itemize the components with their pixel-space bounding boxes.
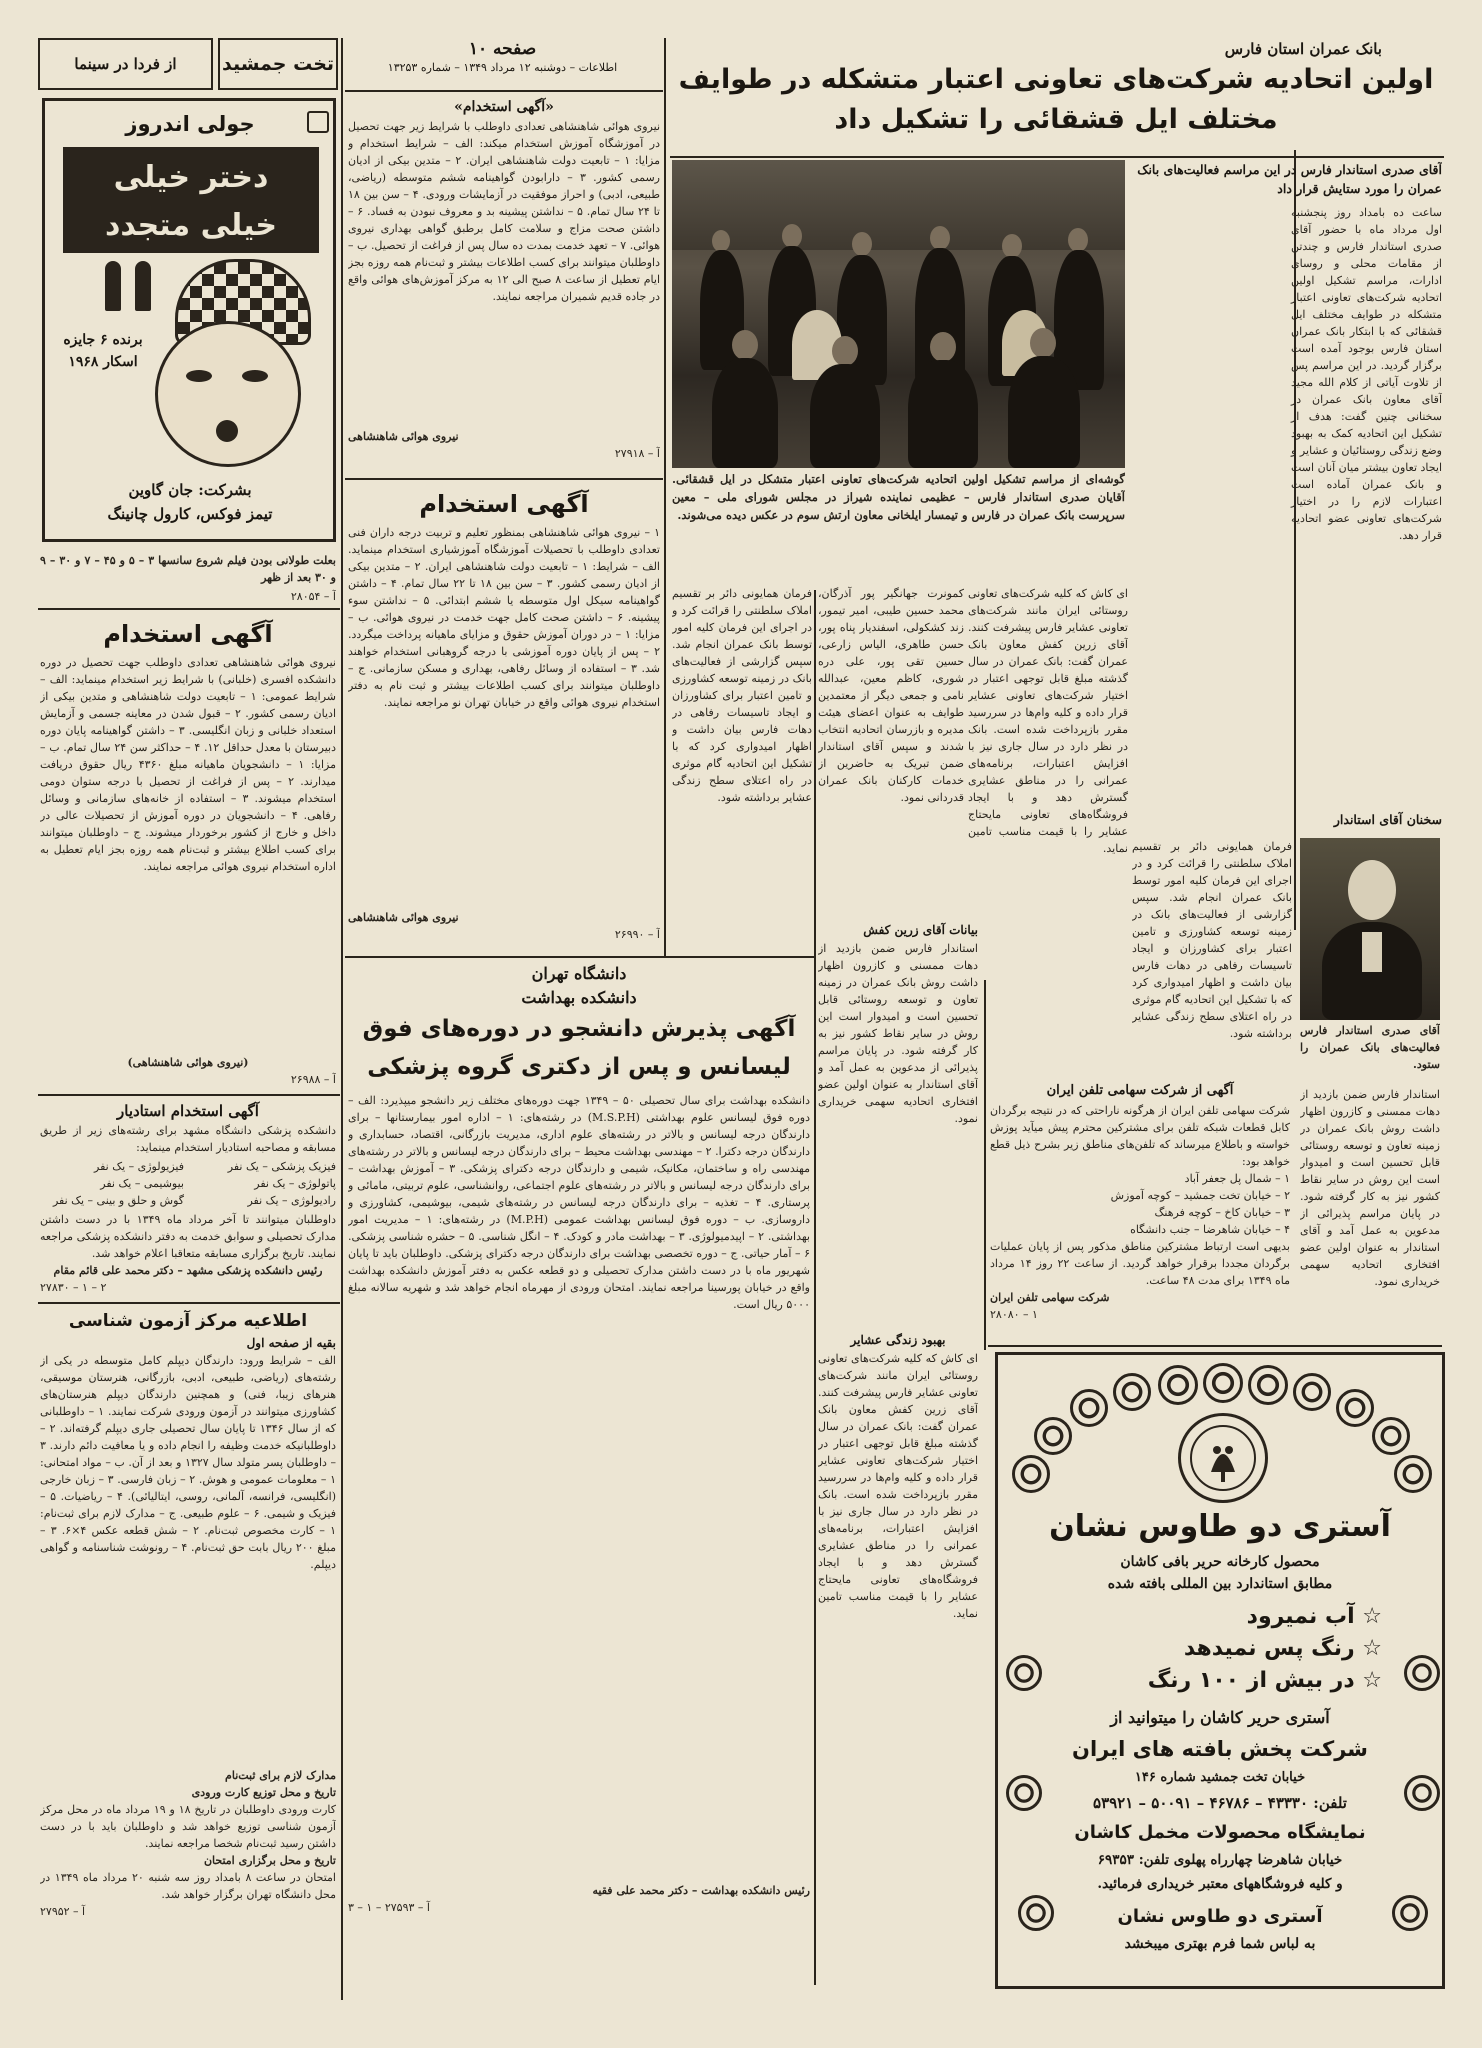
ad-rule: [38, 608, 340, 610]
main-story-header: [670, 38, 1442, 156]
oscar-award: برنده ۶ جایزه اسکار ۱۹۶۸: [63, 332, 143, 370]
exam-title: اطلاعیه مرکز آزمون شناسی: [68, 1311, 308, 1331]
ad-rule: [38, 1094, 340, 1096]
cinema-star: جولی اندروز: [125, 112, 255, 136]
column-rule: [814, 590, 816, 1985]
uni-body: دانشکده بهداشت برای سال تحصیلی ۵۰ – ۱۳۴۹ جهت دوره‌های مختلف زیر دانشجو میپذیرد: الف – دوره فوق لیسانس علوم بهداشتی (M.S.P.H) در رشته‌های: ۱ – اداره امور بیمارستانها – برای دارندگان درجه لیسانس و بالاتر در رشته‌های علوم اداری، مدیریت بازرگانی، اقتصاد، حسابداری و دارندگان درجه دکترا. ۲ – مهندسی بهداشت محیط – برای دارندگان درجه لیسانس و بالاتر در رشته‌های مهندسی راه و ساختمان، مکانیک، شیمی و دارندگان درجه دکترای پزشکی. ۳ – آموزش بهداشت – برای دارندگان درجه لیسانس و بالاتر در رشته‌های علوم اجتماعی، روانشناسی، علوم تربیتی، مامائی و پرستاری. ۴ – تغذیه – برای دارندگان درجه لیسانس در رشته‌های شیمی، بیوشیمی، کشاورزی و داروسازی. ب – دوره فوق لیسانس بهداشت عمومی (M.P.H) در رشته‌های: ۱ – مدیریت امور بهداشتی. ۲ – اپیدمیولوژی. ۳ – بهداشت مادر و کودک. ۴ – انگل شناسی. ۵ – حشره شناسی پزشکی. ۶ – آمار حیاتی. ج – دوره تخصصی بهداشت برای دارندگان درجه دکترای پزشکی. داوطلبان باید تا پایان شهریور ماه با در دست داشتن مدارک تحصیلی و دو قطعه عکس به دفتر آموزش دانشکده بهداشت واقع در خیابان پورسینا مراجعه نمایند. امتحان ورودی از مهرماه انجام خواهد شد و شهریه سالانه مبلغ ۵۰۰۰ ریال است.: [348, 1094, 810, 1311]
specialty: گوش و حلق و بینی – یک نفر: [52, 1194, 184, 1207]
story-rule: [670, 156, 1444, 158]
ad-code: آ – ۲۷۹۵۲: [40, 1905, 86, 1918]
carpet-line: آستری حریر کاشان را میتوانید از: [1110, 1708, 1330, 1727]
exam-body: الف – شرایط ورود: دارندگان دیپلم کامل متوسطه در یکی از رشته‌های (ریاضی، طبیعی، ادبی، بازرگانی، هنرستان موسیقی، هنرهای زیبا، فنی) و همچنین دارندگان دیپلم هنرستان‌های کشاورزی میتوانند در آزمون ورودی شرکت نمایند. ۱ – داوطلبانی که از سال ۱۳۴۶ تا پایان سال تحصیلی جاری دیپلم گرفته‌اند. ۲ – داوطلبانیکه خدمت وظیفه را انجام داده و یا معافیت دائم دارند. ۳ – داوطلبان پسر متولد سال ۱۳۲۷ و بعد از آن. ب – مواد امتحانی: ۱ – معلومات عمومی و هوش. ۲ – زبان فارسی. ۳ – زبان خارجی (انگلیسی، فرانسه، آلمانی، روسی، ایتالیائی). ۴ – ریاضیات. ۵ – فیزیک و شیمی. ۶ – علوم طبیعی. ج – مدارک لازم برای ثبت‌نام: ۱ – کارت مخصوص ثبت‌نام. ۲ – شش قطعه عکس ۴×۶. ۳ – مبلغ ۲۰۰ ریال بابت حق ثبت‌نام. ۴ – رونوشت شناسنامه و گواهی دیپلم.: [40, 1354, 336, 1571]
actress-face: [155, 321, 301, 467]
exam-notice: [40, 1308, 336, 1988]
exam-section: تاریخ و محل توزیع کارت ورودی: [191, 1786, 336, 1799]
page-number: صفحه ۱۰: [468, 39, 537, 59]
cast-line: بشرکت: جان گاوین: [128, 481, 252, 499]
ad-code: آ – ۲۷۵۹۳ – ۱ – ۳: [348, 1901, 430, 1914]
university-ad: [348, 962, 810, 1987]
uni-headline: لیسانس و پس از دکتری گروه پزشکی: [367, 1054, 791, 1080]
column-rule: [664, 38, 666, 958]
ad-rule: [345, 478, 663, 480]
story-text: استاندار فارس ضمن بازدید از دهات ممسنی و کازرون اظهار داشت روش بانک عمران در زمینه تعاون و توسعه روستائی قابل تحسین است و امیدوار است این روش در سایر نقاط کشور نیز به کار گرفته شود. در پایان مراسم پذیرائی از مدعوین به عمل آمد و آقای استاندار به عنوان اولین عضو افتخاری اتحادیه سهمی خریداری نمود.: [1300, 1088, 1440, 1288]
job-body: نیروی هوائی شاهنشاهی تعدادی داوطلب با شرایط زیر جهت تحصیل در آموزشگاه آموزش استخدام میکند: الف – شرایط استخدام و مزایا: ۱ – تابعیت دولت شاهنشاهی ایران. ۲ – متدین بیکی از ادیان رسمی کشور. ۳ – دارابودن گواهینامه ششم متوسطه (ریاضی، طبیعی، ادبی) و احراز موفقیت در آزمایشات ورودی. ۴ – سن بین ۱۸ تا ۲۴ سال تمام. ۵ – نداشتن پیشینه بد و معروف نبودن به فساد. ۶ – داشتن صحت مزاج و سلامت کامل برطبق گواهی بهداری نیروی هوائی. ۷ – تعهد خدمت بمدت ده سال پس از فراغت از تحصیل. ب – داوطلبان میتوانند برای کسب اطلاعات بیشتر و ثبت‌نام همه روزه بجز ایام تعطیل از ساعت ۸ صبح الی ۱۲ به مرکز آموزش‌های هوائی واقع در جاده قدیم شمیران مراجعه نمایند.: [348, 120, 660, 303]
carpet-line: آستری دو طاوس نشان: [1117, 1906, 1323, 1927]
section-heading: سخنان آقای استاندار: [1333, 812, 1442, 827]
cinema-title-box: [218, 38, 338, 90]
job-sign: نیروی هوائی شاهنشاهی: [348, 430, 459, 443]
story-text: فرمان همایونی دائر بر تقسیم املاک سلطنتی را قرائت کرد و در اجرای این فرمان کلیه امور توسط بانک عمران انجام شد. سپس گزارشی از فعالیت‌های بانک در زمینه توسعه کشاورزی و تامین اعتبار برای کشاورزان و ایجاد تاسیسات رفاهی در دهات فارس بیان داشت و اظهار امیدواری کرد که با تشکیل این اتحادیه گام موثری در راه اعتلای سطح زندگی عشایر برداشته شود.: [672, 587, 812, 804]
film-title: دختر خیلی خیلی متجدد: [104, 160, 278, 243]
cinema-name: تخت جمشید: [221, 53, 335, 75]
column-rule: [341, 38, 343, 2000]
job-ad-airforce-3: [40, 614, 336, 1092]
carpet-line: نمایشگاه محصولات مخمل کاشان: [1074, 1822, 1366, 1843]
ad-code: ۱ – ۲۸۰۸۰: [990, 1308, 1038, 1321]
ad-rule: [345, 956, 815, 958]
ad-code: آ – ۲۷۹۱۸: [614, 447, 660, 460]
section-heading: بیانات آقای زرین کفش: [863, 923, 978, 937]
carpet-ad: [995, 1352, 1445, 1989]
ad-code: آ – ۲۶۹۸۸: [290, 1073, 336, 1086]
uni-name: دانشگاه تهران: [531, 964, 627, 983]
carpet-line: شرکت پخش بافته های ایران: [1072, 1737, 1368, 1761]
job-title: آگهی استخدام استادیار: [117, 1102, 259, 1120]
ad-code: آ – ۲۸۰۵۴: [290, 590, 336, 603]
phone-sign: شرکت سهامی تلفن ایران: [990, 1291, 1110, 1304]
carpet-feature: ☆ در بیش از ۱۰۰ رنگ: [1147, 1668, 1382, 1693]
headline-2: مختلف ایل قشقائی را تشکیل داد: [834, 104, 1278, 135]
job-sign: نیروی هوائی شاهنشاهی: [348, 911, 459, 924]
phone-item: ۱ – شمال پل جعفر آباد: [1184, 1172, 1290, 1185]
governor-portrait: [1300, 838, 1440, 1020]
cinema-poster: [42, 98, 336, 542]
zarinkafsh-speech: [818, 920, 978, 1320]
carpet-line: به لباس شما فرم بهتری میبخشد: [1124, 1936, 1316, 1952]
ad-code: ۲ – ۱ – ۲۷۸۳۰: [40, 1281, 107, 1294]
subhead: آقای صدری استاندار فارس در این مراسم فعالیت‌های بانک عمران را مورد ستایش قرار داد: [1137, 162, 1442, 196]
exam-section: تاریخ و محل برگزاری امتحان: [203, 1854, 336, 1867]
specialty-list: [40, 1158, 336, 1209]
cinema-ad: [38, 38, 338, 548]
exam-body: امتحان در ساعت ۸ بامداد روز سه شنبه ۲۰ مرداد ماه ۱۳۴۹ در محل دانشگاه تهران برگزار خواهد شد.: [40, 1871, 336, 1901]
phone-item: ۲ – خیابان تخت جمشید – کوچه آموزش: [1110, 1189, 1290, 1202]
notice-rule: [988, 1345, 1442, 1347]
exam-body: کارت ورودی داوطلبان در تاریخ ۱۸ و ۱۹ مرداد ماه در محل مرکز آزمون شناسی توزیع خواهد شد و داوطلبان باید با در دست داشتن رسید ثبت‌نام شخصا مراجعه نمایند.: [40, 1803, 336, 1850]
carpet-line: خیابان شاهرضا چهارراه پهلوی تلفن: ۶۹۳۵۳: [1097, 1852, 1343, 1868]
story-text: فرمان همایونی دائر بر تقسیم املاک سلطنتی را قرائت کرد و در اجرای این فرمان کلیه امور توسط بانک عمران انجام شد. سپس گزارشی از فعالیت‌های بانک در زمینه توسعه کشاورزی و تامین اعتبار برای کشاورزان و ایجاد تاسیسات رفاهی در دهات فارس بیان داشت و اظهار امیدواری کرد که با تشکیل این اتحادیه گام موثری در راه اعتلای سطح زندگی عشایر برداشته شود.: [1132, 840, 1292, 1040]
job-ad-professor: [40, 1100, 336, 1298]
carpet-feature: ☆ رنگ پس نمیدهد: [1183, 1636, 1382, 1661]
job-ad-airforce-1: [348, 96, 660, 476]
column-rule: [984, 980, 986, 1350]
phone-title: آگهی از شرکت سهامی تلفن ایران: [1046, 1083, 1234, 1098]
cast-line: تیمز فوکس، کارول چانینگ: [107, 505, 273, 523]
specialty: بیوشیمی – یک نفر: [100, 1177, 184, 1190]
job-body: ۱ – نیروی هوائی شاهنشاهی بمنظور تعلیم و تربیت درجه داران فنی تعدادی داوطلب با تحصیلات آموزشگاه آموزشیاری استخدام مینماید. الف – شرایط: ۱ – تابعیت دولت شاهنشاهی ایران. ۲ – متدین بیکی از ادیان رسمی کشور. ۳ – سن بین ۱۸ تا ۲۲ سال تمام. ۴ – داشتن گواهینامه سیکل اول متوسطه یا ششم ابتدائی. ۵ – نداشتن سوء پیشینه. ۶ – داشتن صحت کامل جهت خدمت در نیروی هوائی. ب – مزایا: ۱ – در دوران آموزش حقوق و مزایای ماهیانه پرداخت میگردد. ۲ – پس از پایان دوره آموزشی با درجه گروهبانی استخدام خواهند شد. ۳ – استفاده از وسائل رفاهی، بهداری و مسکن سازمانی. ج – داوطلبان میتوانند برای کسب اطلاعات بیشتر و ثبت نام به دفتر استخدام نیروی هوائی واقع در خیابان تهران نو مراجعه نمایند.: [348, 526, 660, 709]
story-text: ای کاش که کلیه شرکت‌های تعاونی روستائی ایران مانند شرکت‌های تعاونی عشایر فارس پیشرفت کنند. آقای زرین کفش معاون بانک عمران گفت: بانک عمران در سال گذشته مبلغ قابل توجهی اعتبار در اختیار شرکت‌های تعاونی عشایر قرار داده و کلیه وام‌ها در سررسید مقرر بازپرداخت شده است. بانک در نظر دارد در سال جاری نیز با افزایش اعتبارات، برنامه‌های عمرانی را در مناطق عشایری گسترش دهد و با ایجاد فروشگاه‌های تعاونی مایحتاج عشایر را با قیمت مناسب تامین نماید.: [818, 1352, 978, 1620]
job-body-2: داوطلبان میتوانند تا آخر مرداد ماه ۱۳۴۹ با در دست داشتن مدارک تحصیلی و سوابق خدمت به دفتر دانشکده پزشکی مراجعه نمایند. تاریخ برگزاری مسابقه متعاقبا اعلام خواهد شد.: [40, 1213, 336, 1260]
specialty: پاتولوژی – یک نفر: [254, 1177, 336, 1190]
tribe-section: [818, 1330, 978, 1985]
phone-item: ۴ – خیابان شاهرضا – جنب دانشگاه: [1130, 1223, 1290, 1236]
phone-item: ۳ – خیابان کاخ – کوچه فرهنگ: [1154, 1206, 1290, 1219]
story-text: ای کاش که کلیه شرکت‌های تعاونی روستائی ایران مانند شرکت‌های تعاونی عشایر فارس پیشرفت کنند. آقای زرین کفش معاون بانک عمران گفت: بانک عمران در سال گذشته مبلغ قابل توجهی اعتبار در اختیار شرکت‌های تعاونی عشایر قرار داده و کلیه وام‌ها در سررسید مقرر بازپرداخت شده است. بانک در نظر دارد در سال جاری نیز با افزایش اعتبارات، برنامه‌های عمرانی را در مناطق عشایری گسترش دهد و با ایجاد فروشگاه‌های تعاونی مایحتاج عشایر را با قیمت مناسب تامین نماید.: [968, 587, 1128, 855]
phone-body-2: بدیهی است ارتباط مشترکین مناطق مذکور پس از پایان عملیات برگردان مجددا برقرار خواهد گردید. از ساعت ۲۲ روز ۱۴ مرداد ماه ۱۳۴۹ برای مدت ۴۸ ساعت.: [990, 1240, 1290, 1287]
job-sign: رئیس دانشکده پزشکی مشهد – دکتر محمد علی قائم مقام: [53, 1264, 323, 1277]
job-body: نیروی هوائی شاهنشاهی تعدادی داوطلب جهت تحصیل در دوره دانشکده افسری (خلبانی) با شرایط زیر استخدام مینماید: الف – شرایط عمومی: ۱ – تابعیت دولت شاهنشاهی و متدین بیکی از ادیان رسمی کشور. ۲ – قبول شدن در معاینه جسمی و آزمایش استعداد خلبانی و زبان انگلیسی. ۳ – داشتن گواهینامه پایان دوره دبیرستان با معدل حداقل ۱۲. ۴ – حداکثر سن ۲۴ سال تمام. ب – مزایا: ۱ – دانشجویان ماهیانه مبلغ ۴۳۶۰ ریال حقوق دریافت میدارند. ۲ – پس از فراغت از تحصیل با درجه ستوان دومی استخدام میشوند. ۳ – استفاده از خانه‌های سازمانی و وسائل رفاهی. ۴ – دانشجویان در دوره آموزش از تحصیلات عالی در داخل و خارج از کشور برخوردار میشوند. ج – داوطلبان میتوانند برای کسب اطلاع بیشتر و ثبت‌نام همه روزه بجز ایام تعطیل به اداره استخدام نیروی هوائی مراجعه نمایند.: [40, 656, 336, 873]
story-text: کمونرت جهانگیر پور آذرگان، محمد حسین طیبی، امیر تیمور، زند کشکولی، اسفندیار پناه پور، حسن طاهری، الیاس زارعی، حسین تقی پور، علی دره شوری، کاظم معین، عبدالله نامی و جمعی دیگر از معتمدین طوایف به عنوان اعضای هیئت مدیره و بازرسان اتحادیه انتخاب شدند و سپس آقای استاندار ضمن تبریک به حاضرین از خدمات کارکنان بانک عمران قدردانی نمود.: [818, 587, 964, 804]
ad-rule: [38, 1302, 340, 1304]
carpet-sub: مطابق استاندارد بین المللی بافته شده: [1107, 1576, 1333, 1592]
cinema-times: بعلت طولانی بودن فیلم شروع سانسها ۳ – ۵ و ۴۵ – ۷ و ۳۰ – ۹ و ۳۰ بعد از ظهر: [40, 554, 336, 584]
cinema-sub: از فردا در سینما: [74, 55, 177, 73]
story-text: استاندار فارس ضمن بازدید از دهات ممسنی و کازرون اظهار داشت روش بانک عمران در زمینه تعاون و توسعه روستائی قابل تحسین است و امیدوار است این روش در سایر نقاط کشور نیز به کار گرفته شود. در پایان مراسم پذیرائی از مدعوین به عمل آمد و آقای استاندار به عنوان اولین عضو افتخاری اتحادیه سهمی خریداری نمود.: [818, 942, 978, 1125]
job-sign: (نیروی هوائی شاهنشاهی): [127, 1056, 249, 1069]
exam-section: مدارک لازم برای ثبت‌نام: [225, 1769, 336, 1782]
ceremony-photo: [672, 160, 1125, 468]
peacock-logo: [1178, 1413, 1268, 1503]
uni-sign: رئیس دانشکده بهداشت – دکتر محمد علی فقیه: [592, 1884, 810, 1897]
job-title: «آگهی استخدام»: [454, 99, 554, 115]
dateline: اطلاعات – دوشنبه ۱۲ مرداد ۱۳۴۹ – شماره ۱۳۲۵۳: [387, 61, 618, 74]
carpet-line: خیابان تخت جمشید شماره ۱۴۶: [1134, 1770, 1306, 1785]
phone-notice: [990, 1080, 1290, 1342]
uni-school: دانشکده بهداشت: [521, 988, 637, 1007]
carpet-feature: ☆ آب نمیرود: [1246, 1604, 1382, 1629]
portrait-caption: آقای صدری استاندار فارس فعالیت‌های بانک عمران را ستود.: [1300, 1024, 1440, 1071]
cinema-sub-box: [38, 38, 213, 90]
governor-speech: [1130, 810, 1442, 832]
job-ad-airforce-2: [348, 484, 660, 954]
specialty: رادیولوژی – یک نفر: [247, 1194, 336, 1207]
film-title-box: [63, 147, 319, 253]
job-title: آگهی استخدام: [103, 620, 273, 648]
page-header: [345, 38, 660, 88]
carpet-line: و کلیه فروشگاههای معتبر خریداری فرمائید.: [1097, 1876, 1343, 1892]
job-body: دانشکده پزشکی دانشگاه مشهد برای رشته‌های زیر از طریق مسابقه و مصاحبه استادیار استخدام مینماید:: [40, 1124, 336, 1154]
specialty: فیزیک پزشکی – یک نفر: [227, 1160, 336, 1173]
job-title: آگهی استخدام: [419, 490, 589, 518]
header-rule: [345, 90, 663, 92]
kicker: بانک عمران استان فارس: [1224, 40, 1382, 58]
phone-body: شرکت سهامی تلفن ایران از هرگونه ناراحتی که در نتیجه برگردان کابل قطعات شبکه تلفن برای مشترکین محترم پیش میآید پوزش خواسته و باطلاع میرساند که تلفن‌های مناطق زیر بشرح ذیل قطع خواهد بود:: [990, 1104, 1290, 1168]
peacock-icon: [1181, 1416, 1265, 1500]
ad-code: آ – ۲۶۹۹۰: [614, 928, 660, 941]
headline-1: اولین اتحادیه شرکت‌های تعاونی اعتبار متشکله در طوایف: [678, 64, 1434, 95]
story-text: ساعت ده بامداد روز پنجشنبه اول مرداد ماه با حضور آقای صدری استاندار فارس و چندتن از مقامات محلی و روسای ادارات، مراسم تشکیل اولین اتحادیه شرکت‌های تعاونی اعتبار متشکله در طوایف مختلف ایل قشقائی که با ابتکار بانک عمران استان فارس بوجود آمده است برگزار گردید. در این مراسم پس از تلاوت آیاتی از کلام الله مجید آقای معاون بانک عمران در سخنانی چنین گفت: هدف از تشکیل این اتحادیه کمک به بهبود وضع زندگی روستائیان و عشایر و ایجاد تعاون بیشتر میان آنان است و بانک عمران آماده است اعتبارات لازم را در اختیار شرکت‌های تعاونی عضو اتحادیه قرار دهد.: [1291, 206, 1442, 542]
uni-headline: آگهی پذیرش دانشجو در دوره‌های فوق: [362, 1016, 796, 1042]
exam-sub: بقیه از صفحه اول: [246, 1336, 336, 1350]
section-heading: بهبود زندگی عشایر: [850, 1333, 946, 1347]
photo-caption: گوشه‌ای از مراسم تشکیل اولین اتحادیه شرکت‌های تعاونی اعتبار متشکل در ایل قشقائی. آقایان صدری استاندار فارس – عظیمی نماینده شیراز در مجلس شورای ملی – معین سرپرست بانک عمران در فارس و تیمسار ایلخانی معاون ارتش سوم در عکس دیده می‌شوند.: [672, 472, 1125, 522]
carpet-line: تلفن: ۴۳۳۳۰ – ۴۶۷۸۶ – ۵۰۰۹۱ – ۵۳۹۲۱: [1093, 1794, 1347, 1812]
carpet-sub: محصول کارخانه حریر بافی کاشان: [1120, 1554, 1320, 1570]
carpet-title: آستری دو طاوس نشان: [1049, 1509, 1391, 1544]
specialty: فیزیولوژی – یک نفر: [94, 1160, 184, 1173]
